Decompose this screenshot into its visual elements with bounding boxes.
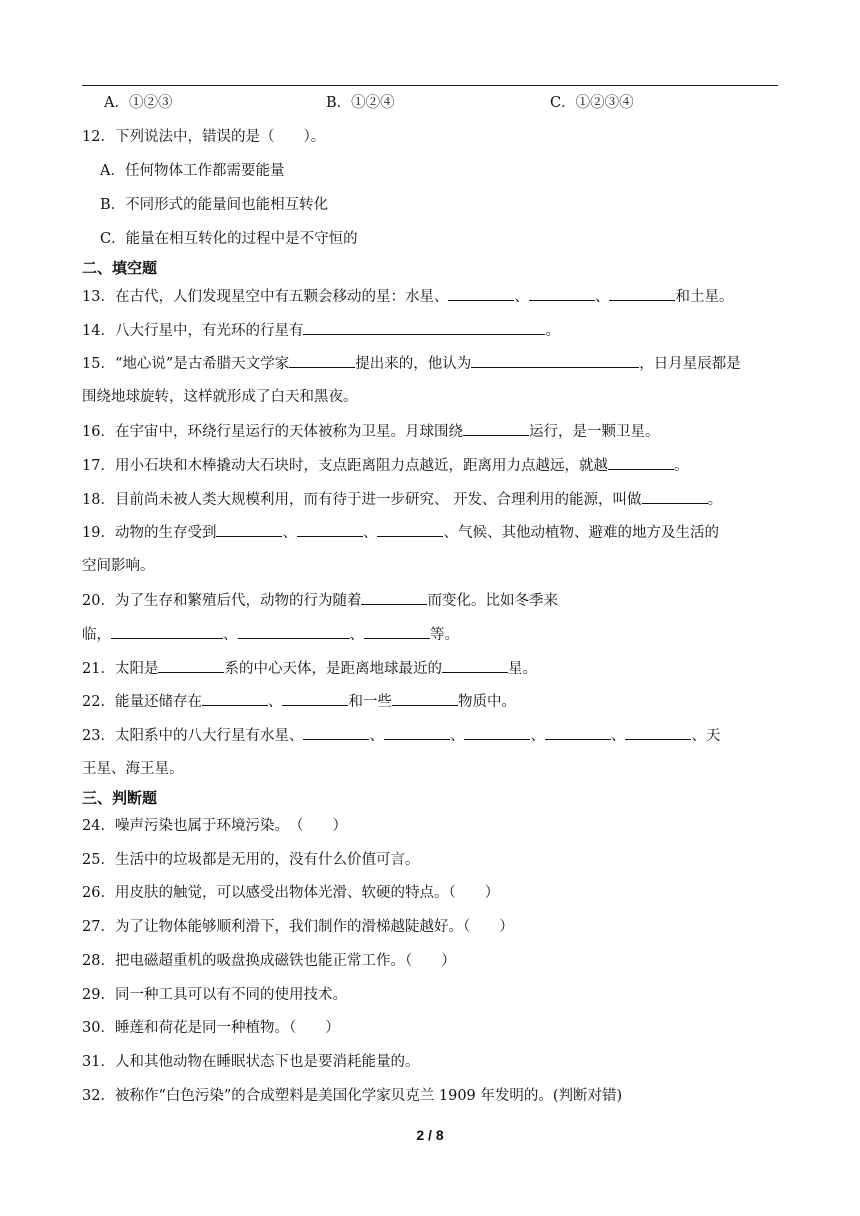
q12-option-a: A．任何物体工作都需要能量 (100, 163, 285, 179)
q22 (82, 691, 516, 712)
q19 (82, 522, 719, 543)
q20-line2-start: 临， (82, 627, 111, 643)
q21 (82, 658, 537, 679)
q23-blank-3 (464, 725, 530, 740)
q13-blank-3 (609, 286, 675, 301)
q22-blank-2 (282, 691, 348, 706)
q19-blank-2 (297, 522, 363, 537)
q30: 30．睡莲和荷花是同一种植物。（ ） (82, 1020, 340, 1036)
q11-option-b: B．①②④ (326, 95, 395, 111)
q14-end: 。 (545, 323, 560, 339)
q17 (82, 455, 688, 476)
q23-sep-2: 、 (449, 728, 465, 744)
q17-end: 。 (673, 458, 689, 474)
q16-end: 运行，是一颗卫星。 (528, 424, 660, 440)
q15-blank-1 (289, 353, 355, 368)
q17-text: 17．用小石块和木棒撬动大石块时，支点距离阻力点越近，距离用力点越远，就越 (82, 458, 608, 474)
q29: 29．同一种工具可以有不同的使用技术。 (82, 987, 347, 1003)
q23-end: 、天 (691, 728, 721, 744)
q16-text: 16．在宇宙中，环绕行星运行的天体被称为卫星。月球围绕 (82, 424, 463, 440)
q13-sep-2: 、 (594, 289, 610, 305)
q20-blank-1 (361, 590, 427, 605)
q25: 25．生活中的垃圾都是无用的，没有什么价值可言。 (82, 852, 420, 868)
q11-options (0, 93, 860, 115)
q18-end: 。 (707, 492, 723, 508)
q20-sep-1: 、 (223, 627, 238, 643)
q20-sep-2: 、 (349, 627, 364, 643)
q21-blank-1 (158, 658, 224, 673)
q19-text: 19．动物的生存受到 (82, 525, 217, 541)
q23 (82, 725, 720, 746)
q22-blank-1 (202, 691, 268, 706)
q14-blank (303, 320, 545, 335)
q20-text-2: 而变化。比如冬季来 (427, 593, 558, 609)
q19-text-2: 、气候、其他动植物、避难的地方及生活的 (443, 525, 719, 541)
q22-end: 物质中。 (457, 694, 516, 710)
q14-text: 14．八大行星中，有光环的行星有 (82, 323, 304, 339)
q13-sep-1: 、 (514, 289, 529, 305)
q31: 31．人和其他动物在睡眠状态下也是要消耗能量的。 (82, 1054, 420, 1070)
q16 (82, 421, 659, 442)
q21-text-2: 系的中心天体，是距离地球最近的 (224, 661, 442, 677)
q20-line2 (82, 624, 459, 645)
q27: 27．为了让物体能够顺利滑下，我们制作的滑梯越陡越好。（ ） (82, 919, 514, 935)
section-true-false-title: 三、判断题 (82, 789, 158, 807)
q20 (82, 590, 558, 611)
q22-text: 22．能量还储存在 (82, 694, 202, 710)
q15-line2: 围绕地球旋转，这样就形成了白天和黑夜。 (82, 389, 358, 405)
q20-blank-3 (238, 624, 350, 639)
q19-blank-3 (377, 522, 443, 537)
q15-blank-2 (471, 353, 639, 368)
q18-blank (642, 489, 708, 504)
q13-blank-2 (529, 286, 595, 301)
page-number: 2 / 8 (416, 1127, 444, 1143)
q11-option-c: C．①②③④ (550, 95, 634, 111)
q17-blank (608, 455, 674, 470)
q20-blank-4 (364, 624, 430, 639)
q15 (82, 353, 741, 374)
q13-text: 13．在古代，人们发现星空中有五颗会移动的星：水星、 (82, 289, 449, 305)
q23-line2: 王星、海王星。 (82, 761, 184, 777)
q16-blank (463, 421, 529, 436)
q23-sep-3: 、 (530, 728, 545, 744)
q12-option-c: C．能量在相互转化的过程中是不守恒的 (100, 231, 358, 247)
q13-blank-1 (448, 286, 514, 301)
q23-blank-4 (545, 725, 611, 740)
q15-text-3: ，日月星辰都是 (639, 356, 741, 372)
q15-text-2: 提出来的，他认为 (355, 356, 472, 372)
q15-text: 15．“地心说”是古希腊天文学家 (82, 356, 290, 372)
q22-sep: 、 (267, 694, 283, 710)
q19-blank-1 (216, 522, 282, 537)
q22-text-2: 和一些 (348, 694, 392, 710)
q11-option-a: A．①②③ (104, 95, 173, 111)
header-rule (82, 85, 778, 86)
q23-blank-2 (384, 725, 450, 740)
q23-sep-1: 、 (369, 728, 384, 744)
q23-text: 23．太阳系中的八大行星有水星、 (82, 728, 304, 744)
q26: 26．用皮肤的触觉，可以感受出物体光滑、软硬的特点。（ ） (82, 885, 500, 901)
q19-line2: 空间影响。 (82, 558, 155, 574)
q12-stem: 12．下列说法中，错误的是（ ）。 (82, 129, 326, 145)
q21-end: 星。 (507, 661, 537, 677)
q18-text: 18．目前尚未被人类大规模利用，而有待于进一步研究、 开发、合理利用的能源，叫做 (82, 492, 642, 508)
section-fill-in-title: 二、填空题 (82, 259, 158, 277)
q23-sep-4: 、 (610, 728, 626, 744)
q20-line2-end: 等。 (430, 627, 459, 643)
q18 (82, 489, 722, 510)
q23-blank-1 (303, 725, 369, 740)
q21-text: 21．太阳是 (82, 661, 159, 677)
q13-end: 和土星。 (675, 289, 734, 305)
q19-sep-2: 、 (362, 525, 378, 541)
q32: 32．被称作“白色污染”的合成塑料是美国化学家贝克兰 1909 年发明的。(判断对错) (82, 1088, 623, 1104)
q21-blank-2 (442, 658, 508, 673)
q13 (82, 286, 733, 307)
q14 (82, 320, 560, 341)
q20-text: 20．为了生存和繁殖后代，动物的行为随着 (82, 593, 362, 609)
q23-blank-5 (625, 725, 691, 740)
q22-blank-3 (392, 691, 458, 706)
q12-option-b: B．不同形式的能量间也能相互转化 (100, 197, 329, 213)
q19-sep-1: 、 (282, 525, 297, 541)
q20-blank-2 (111, 624, 223, 639)
q24: 24．噪声污染也属于环境污染。 （ ） (82, 818, 347, 834)
q28: 28．把电磁超重机的吸盘换成磁铁也能正常工作。（ ） (82, 953, 456, 969)
